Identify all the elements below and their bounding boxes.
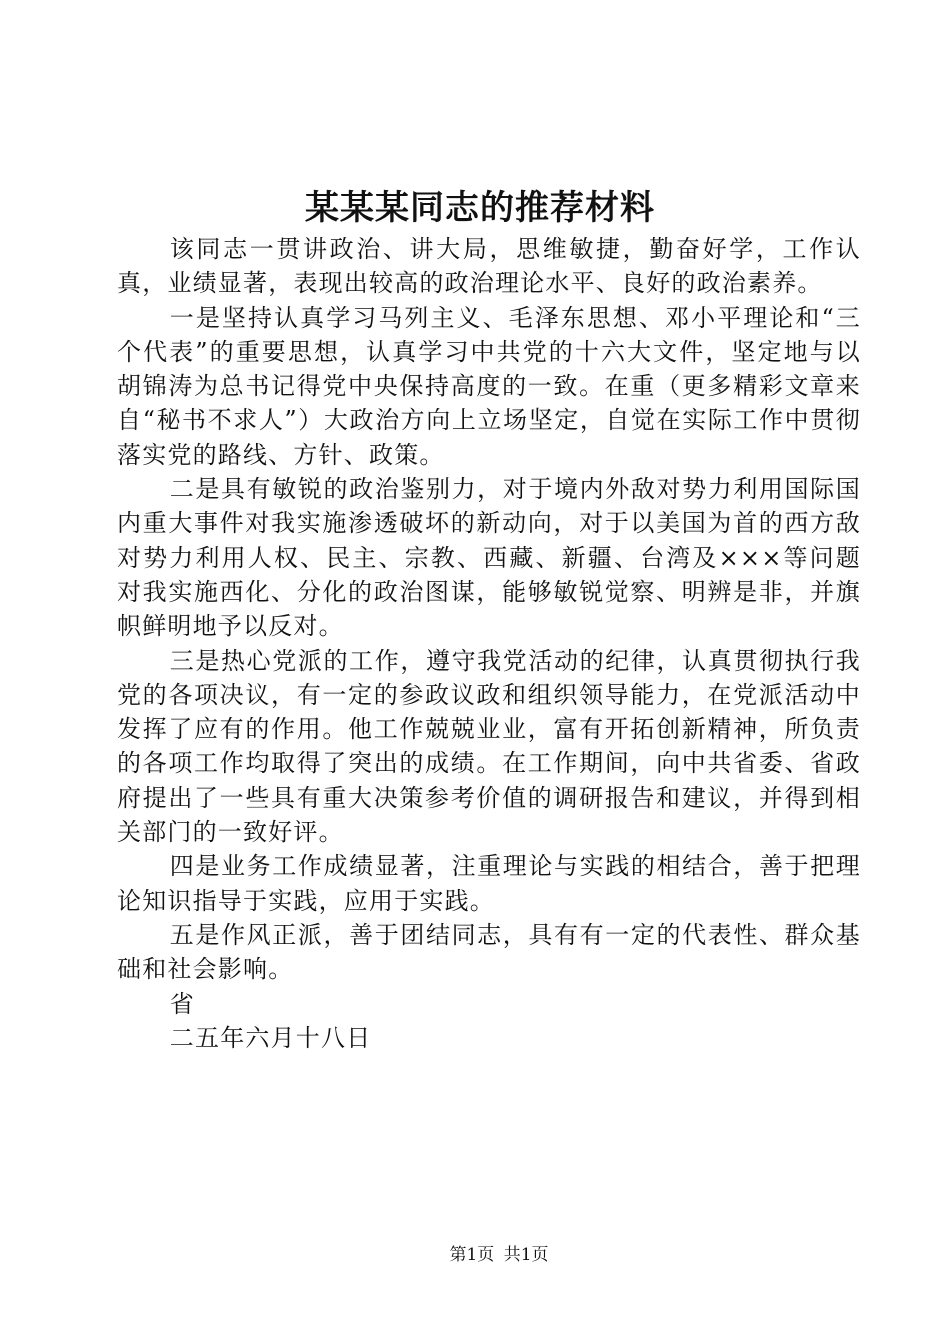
paragraph-point-two: 二是具有敏锐的政治鉴别力，对于境内外敌对势力利用国际国内重大事件对我实施渗透破坏的新动向，对于以美国为首的西方敌对势力利用人权、民主、宗教、西藏、新疆、台湾及×××等问题对我实施西化、分化的政治图谋，能够敏锐觉察、明辨是非，并旗帜鲜明地予以反对。 [117, 475, 861, 641]
paragraph-point-three: 三是热心党派的工作，遵守我党活动的纪律，认真贯彻执行我党的各项决议，有一定的参政议政和组织领导能力，在党派活动中发挥了应有的作用。他工作兢兢业业，富有开拓创新精神，所负责的各项工作均取得了突出的成绩。在工作期间，向中共省委、省政府提出了一些具有重大决策参考价值的调研报告和建议，并得到相关部门的一致好评。 [117, 646, 861, 847]
paragraph-point-four: 四是业务工作成绩显著，注重理论与实践的相结合，善于把理论知识指导于实践，应用于实践。 [117, 852, 861, 915]
page-total: 共1页 [503, 1245, 549, 1265]
paragraph-point-one: 一是坚持认真学习马列主义、毛泽东思想、邓小平理论和“三个代表”的重要思想，认真学习中共党的十六大文件，坚定地与以胡锦涛为总书记得党中央保持高度的一致。在重（更多精彩文章来自“秘书不求人”）大政治方向上立场坚定，自觉在实际工作中贯彻落实党的路线、方针、政策。 [117, 303, 861, 469]
page-number: 第1页 [449, 1245, 495, 1265]
document-body [117, 232, 861, 1055]
paragraph-intro: 该同志一贯讲政治、讲大局，思维敏捷，勤奋好学，工作认真，业绩显著，表现出较高的政治理论水平、良好的政治素养。 [117, 235, 861, 298]
signature-organization: 省 [169, 989, 195, 1018]
signature-date: 二五年六月十八日 [169, 1023, 372, 1052]
page-footer [0, 1243, 950, 1267]
paragraph-point-five: 五是作风正派，善于团结同志，具有有一定的代表性、群众基础和社会影响。 [117, 920, 861, 984]
document-title: 某某某同志的推荐材料 [305, 188, 655, 228]
